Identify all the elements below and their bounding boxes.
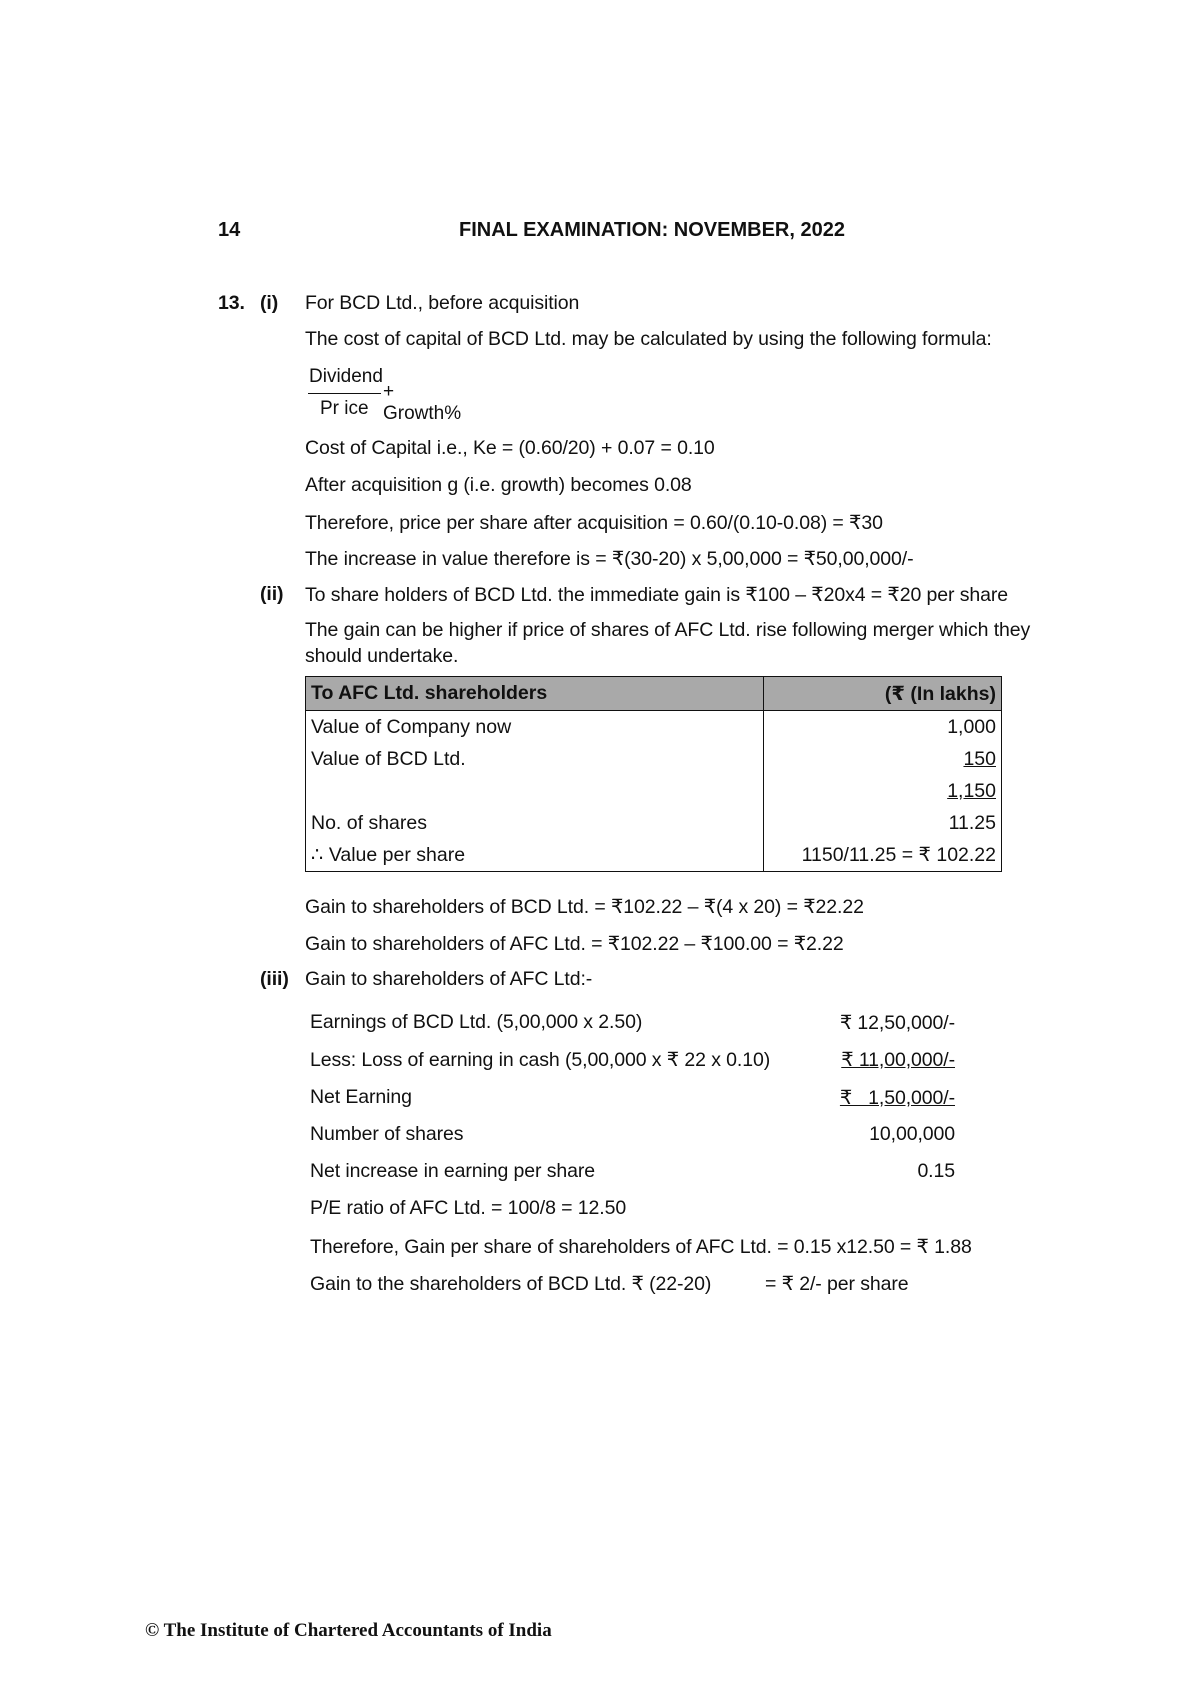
shares-value: 10,00,000 <box>869 1123 955 1145</box>
part-ii-line: To share holders of BCD Ltd. the immediate gain is ₹100 – ₹20x4 = ₹20 per share <box>305 584 1009 606</box>
eps-increase-label: Net increase in earning per share <box>310 1160 596 1182</box>
fraction-bar <box>308 393 381 394</box>
table-cell-label <box>306 775 764 807</box>
part-ii-paragraph: should undertake. <box>305 645 459 667</box>
earnings-value: ₹ 12,50,000/- <box>839 1012 955 1034</box>
eps-increase-value: 0.15 <box>917 1160 955 1182</box>
cost-of-capital-formula <box>305 364 475 424</box>
table-row <box>306 711 1002 744</box>
part-i-line: For BCD Ltd., before acquisition <box>305 292 580 314</box>
gain-line: Gain to shareholders of AFC Ltd. = ₹102.22 – ₹100.00 = ₹2.22 <box>305 933 844 955</box>
part-i-label: (i) <box>260 292 279 314</box>
earnings-label: Earnings of BCD Ltd. (5,00,000 x 2.50) <box>310 1011 643 1033</box>
table-cell-label: Value of BCD Ltd. <box>306 743 764 775</box>
page-number: 14 <box>218 219 241 241</box>
formula-numerator: Dividend <box>309 366 383 387</box>
table-cell-value: 1,150 <box>947 779 996 802</box>
afc-shareholders-table <box>305 676 1002 872</box>
table-cell-label: ∴ Value per share <box>306 839 764 872</box>
table-cell-value: 1,000 <box>947 715 996 738</box>
table-cell-value: 150 <box>963 747 996 770</box>
net-earning-value: ₹ 1,50,000/- <box>839 1087 955 1109</box>
part-ii-label: (ii) <box>260 583 284 605</box>
table-row <box>306 839 1002 872</box>
part-i-line: The cost of capital of BCD Ltd. may be calculated by using the following formula: <box>305 328 992 350</box>
bcd-gain-label: Gain to the shareholders of BCD Ltd. ₹ (22-20) <box>310 1273 712 1295</box>
loss-value: ₹ 11,00,000/- <box>841 1049 955 1071</box>
bcd-gain-value: = ₹ 2/- per share <box>765 1273 909 1295</box>
pe-ratio-line: P/E ratio of AFC Ltd. = 100/8 = 12.50 <box>310 1197 627 1219</box>
calc-line: Cost of Capital i.e., Ke = (0.60/20) + 0.07 = 0.10 <box>305 437 715 459</box>
part-iii-label: (iii) <box>260 968 289 990</box>
table-cell-value: 1150/11.25 = ₹ 102.22 <box>801 844 996 866</box>
table-row <box>306 807 1002 839</box>
calc-line: After acquisition g (i.e. growth) becomes 0.08 <box>305 474 692 496</box>
table-header-left: To AFC Ltd. shareholders <box>306 677 764 711</box>
formula-plus-term: + Growth% <box>383 381 462 424</box>
net-earning-label: Net Earning <box>310 1086 412 1108</box>
table-cell-value: 11.25 <box>948 811 996 834</box>
gain-line: Gain to shareholders of BCD Ltd. = ₹102.22 – ₹(4 x 20) = ₹22.22 <box>305 896 864 918</box>
loss-label: Less: Loss of earning in cash (5,00,000 x ₹ 22 x 0.10) <box>310 1049 771 1071</box>
page-title: FINAL EXAMINATION: NOVEMBER, 2022 <box>459 219 845 241</box>
calc-line: Therefore, price per share after acquisition = 0.60/(0.10-0.08) = ₹30 <box>305 512 883 534</box>
table-row <box>306 775 1002 807</box>
formula-denominator: Pr ice <box>320 398 369 419</box>
copyright-footer: © The Institute of Chartered Accountants of India <box>145 1620 552 1641</box>
question-number: 13. <box>218 292 245 314</box>
table-row <box>306 743 1002 775</box>
part-ii-paragraph: The gain can be higher if price of shares of AFC Ltd. rise following merger which they <box>305 619 1031 641</box>
gain-per-share-line: Therefore, Gain per share of shareholders of AFC Ltd. = 0.15 x12.50 = ₹ 1.88 <box>310 1236 972 1258</box>
table-header-right: (₹ (In lakhs) <box>764 677 1002 711</box>
part-iii-title: Gain to shareholders of AFC Ltd:- <box>305 968 593 990</box>
table-cell-label: No. of shares <box>306 807 764 839</box>
table-cell-label: Value of Company now <box>306 711 764 744</box>
table-header-row <box>306 677 1002 711</box>
calc-line: The increase in value therefore is = ₹(30-20) x 5,00,000 = ₹50,00,000/- <box>305 548 914 570</box>
shares-label: Number of shares <box>310 1123 464 1145</box>
